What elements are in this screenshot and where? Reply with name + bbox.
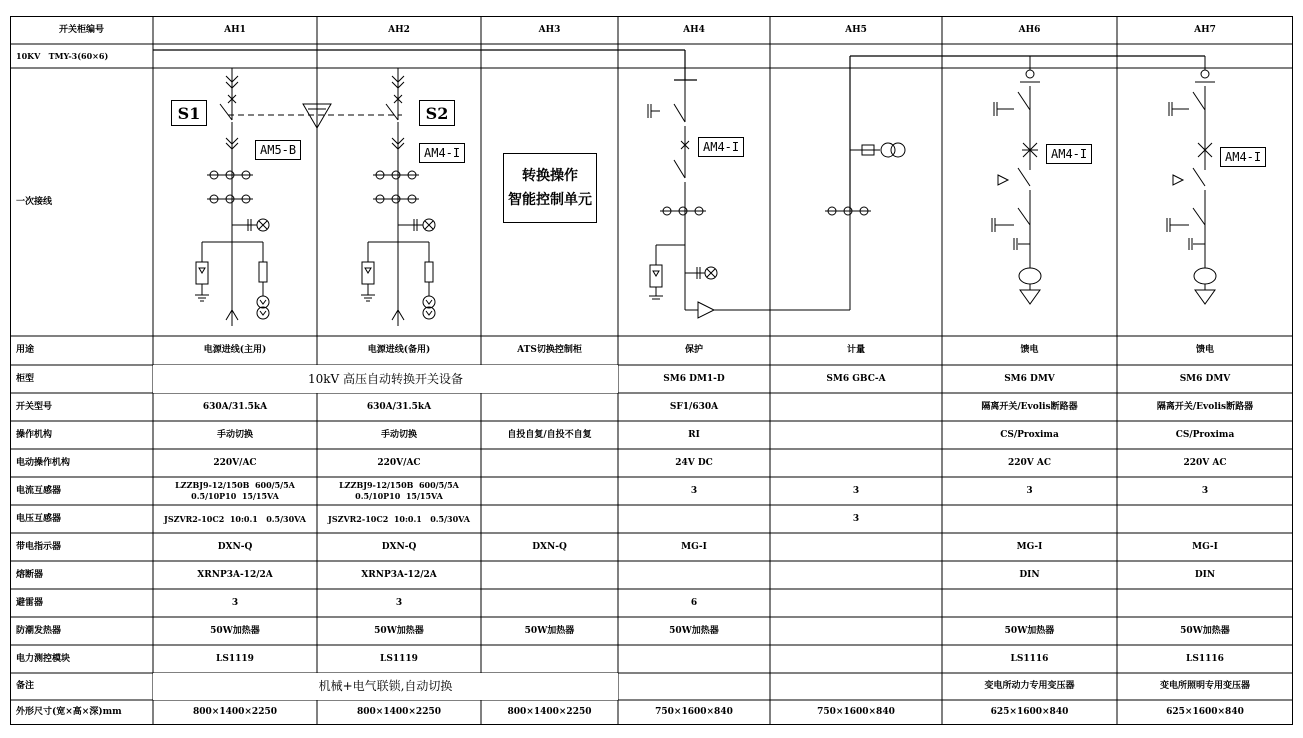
table-cell: XRNP3A-12/2A	[361, 569, 437, 580]
ats-box-line-2: 智能控制单元	[508, 192, 592, 208]
table-cell: 50W加热器	[1004, 625, 1055, 636]
table-cell: 3	[690, 485, 698, 496]
table-cell: 3	[852, 485, 860, 496]
table-cell: SF1/630A	[669, 401, 719, 412]
table-cell: 50W加热器	[210, 625, 260, 636]
table-cell: LS1116	[1186, 653, 1224, 664]
row-label: 带电指示器	[16, 541, 62, 552]
table-cell	[770, 589, 942, 617]
table-cell	[1117, 505, 1293, 533]
table-cell	[770, 617, 942, 645]
table-cell: 3	[852, 513, 860, 524]
table-cell: 保护	[684, 345, 703, 355]
column-header-ah4: AH4	[683, 24, 705, 35]
table-cell: 馈电	[1020, 345, 1039, 355]
table-cell: ATS切换控制柜	[517, 345, 582, 355]
table-cell: LS1119	[216, 653, 254, 664]
table-cell: 6	[690, 597, 698, 608]
table-cell: 3	[395, 597, 403, 608]
row-label: 电压互感器	[16, 513, 62, 524]
table-cell	[481, 449, 618, 477]
table-cell: DIN	[1194, 569, 1216, 580]
table-cell: 隔离开关/Evolis断路器	[981, 401, 1078, 412]
table-cell: 馈电	[1195, 345, 1214, 355]
table-cell: JSZVR2-10C2 10:0.1 0.5/30VA	[328, 513, 470, 524]
table-cell: SM6 GBC-A	[826, 373, 886, 384]
module-tag-ah7: AM4-I	[1220, 147, 1266, 167]
table-cell: SM6 DM1-D	[663, 373, 725, 384]
column-header-ah5: AH5	[845, 24, 867, 35]
module-tag-ah6: AM4-I	[1046, 144, 1092, 164]
row-label: 操作机构	[16, 429, 53, 440]
table-cell: 220V AC	[1007, 457, 1052, 468]
row-label: 电力测控模块	[16, 653, 71, 664]
table-cell: 220V/AC	[213, 457, 257, 468]
row-label: 用途	[16, 345, 35, 355]
table-cell: JSZVR2-10C2 10:0.1 0.5/30VA	[164, 513, 306, 524]
table-cell	[770, 673, 942, 700]
column-header-ah1: AH1	[224, 24, 246, 35]
table-cell: 3	[1026, 485, 1033, 496]
table-cell	[942, 505, 1117, 533]
row-label: 防潮发热器	[16, 625, 62, 636]
row-label: 开关型号	[16, 401, 53, 412]
table-cell: DXN-Q	[532, 541, 567, 552]
table-cell	[481, 505, 618, 533]
table-cell: 50W加热器	[669, 625, 719, 636]
column-header-ah6: AH6	[1018, 24, 1041, 35]
table-cell	[618, 505, 770, 533]
table-cell: CS/Proxima	[1000, 429, 1059, 440]
table-cell: 220V AC	[1183, 457, 1227, 468]
table-cell: 625×1600×840	[1166, 707, 1244, 717]
table-cell	[618, 673, 770, 700]
table-cell: 变电所动力专用变压器	[984, 681, 1075, 691]
table-cell	[481, 477, 618, 505]
row-label: 电流互感器	[16, 485, 62, 496]
table-cell: LS1116	[1010, 653, 1049, 664]
table-cell	[481, 589, 618, 617]
header-label: 开关柜编号	[58, 24, 104, 35]
row-label: 柜型	[16, 373, 35, 384]
table-cell	[770, 533, 942, 561]
row-label: 外形尺寸(宽×高×深)mm	[16, 707, 122, 717]
table-cell	[481, 561, 618, 589]
table-cell: XRNP3A-12/2A	[197, 569, 273, 580]
table-cell: 手动切换	[380, 429, 417, 440]
table-cell: DXN-Q	[217, 541, 253, 552]
table-cell: 电源进线(备用)	[367, 345, 431, 355]
row-span-cell: 机械+电气联锁,自动切换	[153, 673, 618, 700]
table-cell	[618, 561, 770, 589]
row-label: 熔断器	[16, 569, 44, 580]
row-label: 避雷器	[16, 597, 44, 608]
table-cell: LZZBJ9-12/150B 600/5/5A 0.5/10P10 15/15VA	[339, 480, 459, 501]
table-cell: LZZBJ9-12/150B 600/5/5A 0.5/10P10 15/15VA	[175, 480, 295, 501]
column-header-ah3: AH3	[538, 24, 561, 35]
module-tag-ah2: AM4-I	[419, 143, 465, 163]
table-cell: 计量	[846, 345, 865, 355]
table-cell	[942, 589, 1117, 617]
table-cell: 800×1400×2250	[193, 707, 277, 717]
table-cell: LS1119	[380, 653, 418, 664]
table-cell: MG-I	[681, 541, 707, 552]
table-cell: 隔离开关/Evolis断路器	[1156, 401, 1254, 412]
table-cell: MG-I	[1192, 541, 1218, 552]
column-header-ah7: AH7	[1194, 24, 1216, 35]
table-cell: DIN	[1019, 569, 1040, 580]
table-cell: 750×1600×840	[655, 707, 733, 717]
table-cell: RI	[688, 429, 700, 440]
busbar-label: 10KV TMY-3(60×6)	[16, 50, 109, 61]
table-cell: 自投自复/自投不自复	[507, 429, 592, 440]
table-cell: 电源进线(主用)	[203, 345, 267, 355]
column-header-ah2: AH2	[388, 24, 410, 35]
table-cell	[618, 645, 770, 673]
table-cell: 220V/AC	[377, 457, 421, 468]
table-cell: 630A/31.5kA	[202, 401, 268, 412]
table-cell: 3	[231, 597, 239, 608]
table-cell: MG-I	[1016, 541, 1043, 552]
table-cell: 800×1400×2250	[357, 707, 441, 717]
table-cell	[770, 561, 942, 589]
ats-control-unit-box	[503, 153, 597, 223]
table-cell: 630A/31.5kA	[366, 401, 432, 412]
diagram-label: 一次接线	[16, 196, 53, 207]
table-cell: 750×1600×840	[817, 707, 895, 717]
table-cell: 50W加热器	[524, 625, 575, 636]
table-cell: SM6 DMV	[1004, 373, 1055, 384]
table-cell: 变电所照明专用变压器	[1159, 681, 1250, 691]
table-cell: SM6 DMV	[1179, 373, 1231, 384]
table-cell	[1117, 589, 1293, 617]
table-cell	[770, 393, 942, 421]
table-cell: 24V DC	[675, 457, 713, 468]
table-cell	[770, 421, 942, 449]
table-cell	[481, 393, 618, 421]
row-label: 电动操作机构	[16, 457, 71, 468]
table-cell	[770, 449, 942, 477]
table-cell: 625×1600×840	[990, 707, 1069, 717]
table-cell	[481, 645, 618, 673]
switch-tag-s2: S2	[419, 100, 455, 126]
table-cell: 手动切换	[216, 429, 253, 440]
switch-tag-s1: S1	[171, 100, 207, 126]
ats-box-line-1: 转换操作	[522, 168, 578, 184]
table-cell: CS/Proxima	[1175, 429, 1235, 440]
table-cell: 50W加热器	[374, 625, 424, 636]
table-cell: 800×1400×2250	[507, 707, 592, 717]
table-cell	[770, 645, 942, 673]
module-tag-ah1: AM5-B	[255, 140, 301, 160]
table-cell: DXN-Q	[381, 541, 417, 552]
row-span-cell: 10kV 高压自动转换开关设备	[153, 365, 618, 393]
table-cell: 3	[1201, 485, 1209, 496]
row-label: 备注	[16, 681, 35, 691]
table-cell: 50W加热器	[1180, 625, 1230, 636]
module-tag-ah4: AM4-I	[698, 137, 744, 157]
